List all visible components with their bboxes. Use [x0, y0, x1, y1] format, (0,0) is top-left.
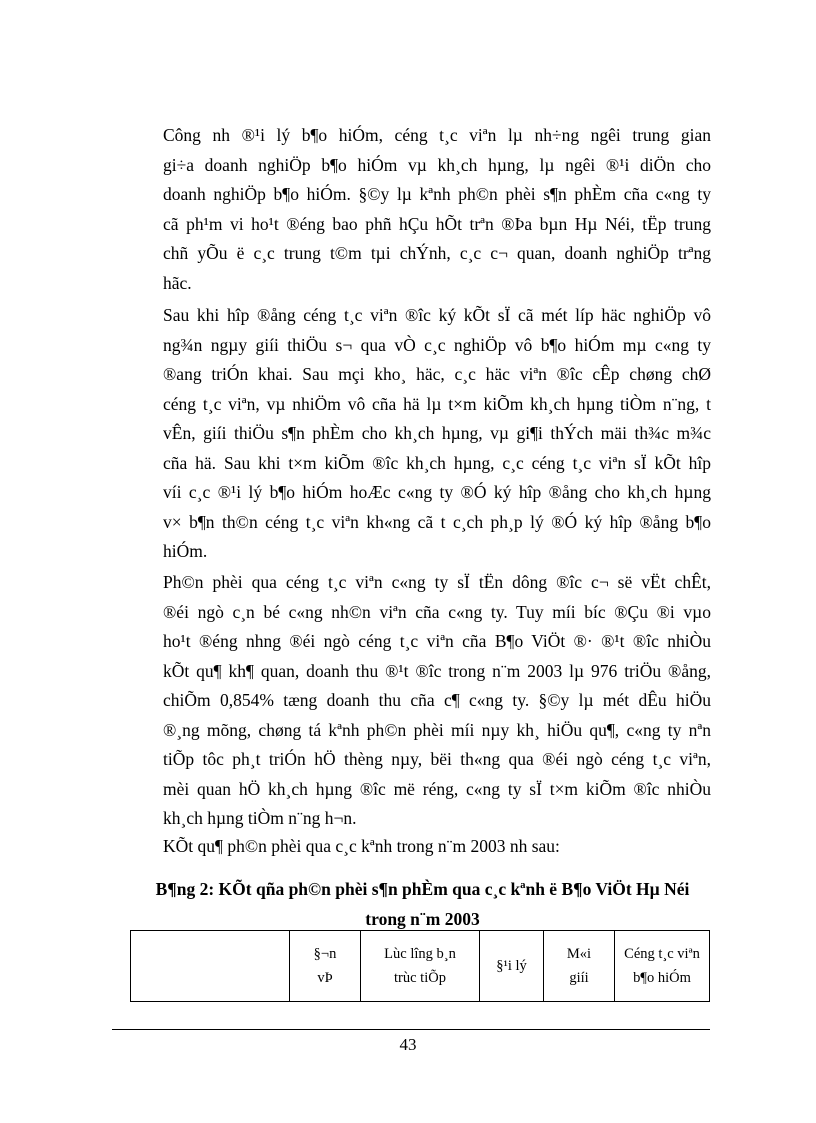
- text-line: hãc.: [163, 272, 192, 293]
- table-title-line: B¶ng 2: KÕt qña ph©n phèi s¶n phÈm qua c¸c kªnh ë B¶o ViÖt Hµ Néi: [155, 879, 690, 899]
- table-header-cell: [615, 931, 710, 1002]
- paragraph-collaborators: [163, 301, 711, 567]
- text-line: ng¾n ngµy giíi thiÖu s¬ qua vÒ c¸c nghiÖp vô b¶o hiÓm mµ c«ng ty: [163, 334, 711, 355]
- text-line: KÕt qu¶ ph©n phèi qua c¸c kªnh trong n¨m 2003 nh sau:: [163, 836, 560, 856]
- text-line: víi c¸c ®¹i lý b¶o hiÓm hoÆc c«ng ty ®Ó ký hîp ®ång cho kh¸ch hµng: [163, 482, 711, 502]
- header-line: M«i: [566, 946, 592, 962]
- text-line: doanh nghiÖp b¶o hiÓm. §©y lµ kªnh ph©n phèi s¶n phÈm cña c«ng ty: [163, 184, 711, 204]
- table-header-cell: [544, 931, 615, 1002]
- table-header-cell: [480, 931, 544, 1002]
- footer-divider: [112, 1029, 710, 1030]
- text-line: Ph©n phèi qua céng t¸c viªn c«ng ty sÏ tËn dông ®îc c¬ së vËt chÊt,: [163, 572, 711, 592]
- text-line: ®ang triÓn khai. Sau mçi kho¸ häc, c¸c häc viªn ®îc cÊp chøng chØ: [163, 364, 711, 384]
- text-line: Sau khi hîp ®ång céng t¸c viªn ®îc ký kÕt sÏ cã mét líp häc nghiÖp vô: [163, 305, 711, 325]
- text-line: hiÓm.: [163, 541, 208, 561]
- header-line: Céng t¸c viªn: [624, 946, 700, 962]
- page-number: 43: [399, 1035, 417, 1054]
- table-header-cell: [290, 931, 361, 1002]
- header-line: §¬n: [313, 946, 337, 962]
- table-header-cell: [131, 931, 290, 1002]
- text-line: mèi quan hÖ kh¸ch hµng ®îc më réng, c«ng ty sÏ t×m kiÕm ®îc nhiÒu: [163, 778, 711, 799]
- text-line: vÊn, giíi thiÖu s¶n phÈm cho kh¸ch hµng, vµ gi¶i thÝch mäi th¾c m¾c: [163, 423, 711, 443]
- text-line: cã ph¹m vi ho¹t ®éng bao phñ hÇu hÕt trªn ®Þa bµn Hµ Néi, tËp trung: [163, 213, 711, 234]
- text-line: ®éi ngò c¸n bé c«ng nh©n viªn cña c«ng ty. Tuy míi bíc ®Çu ®i vµo: [163, 601, 711, 622]
- paragraph-agents: [163, 121, 711, 298]
- header-line: §¹i lý: [496, 958, 527, 974]
- text-line: cña hä. Sau khi t×m kiÕm ®îc kh¸ch hµng, c¸c céng t¸c viªn sÏ kÕt hîp: [163, 452, 711, 473]
- header-line: trùc tiÕp: [394, 970, 446, 986]
- text-line: kÕt qu¶ kh¶ quan, doanh thu ®¹t ®îc trong n¨m 2003 lµ 976 triÖu ®ång,: [163, 660, 711, 681]
- distribution-table: [130, 930, 710, 1002]
- text-line: chñ yÕu ë c¸c trung t©m tµi chÝnh, c¸c c¬ quan, doanh nghiÖp trªng: [163, 243, 711, 263]
- table-title: [130, 874, 715, 934]
- header-line: Lùc lîng b¸n: [384, 946, 456, 962]
- table-title-line: trong n¨m 2003: [365, 909, 480, 929]
- text-line: ho¹t ®éng nhng ®éi ngò céng t¸c viªn cña B¶o ViÖt ®· ®¹t ®îc nhiÒu: [163, 631, 711, 651]
- table-header-cell: [361, 931, 480, 1002]
- paragraph-distribution-results: [163, 568, 711, 834]
- header-line: vÞ: [317, 970, 333, 986]
- table-header-row: [131, 931, 710, 1002]
- header-line: giíi: [569, 970, 589, 986]
- text-line: tiÕp tôc ph¸t triÓn hÖ thèng nµy, bëi th«ng qua ®éi ngò céng t¸c viªn,: [163, 749, 711, 769]
- text-line: Công nh ®¹i lý b¶o hiÓm, céng t¸c viªn lµ nh÷ng ngêi trung gian: [163, 125, 711, 145]
- text-line: ®¸ng mõng, chøng tá kªnh ph©n phèi míi nµy kh¸ hiÖu qu¶, c«ng ty nªn: [163, 719, 711, 740]
- text-line: kh¸ch hµng tiÒm n¨ng h¬n.: [163, 808, 357, 828]
- text-line: chiÕm 0,854% tæng doanh thu cña c¶ c«ng ty. §©y lµ mét dÊu hiÖu: [163, 690, 711, 710]
- text-line: gi÷a doanh nghiÖp b¶o hiÓm vµ kh¸ch hµng, lµ ngêi ®¹i diÖn cho: [163, 154, 711, 175]
- text-line: céng t¸c viªn, vµ nhiÖm vô cña hä lµ t×m kiÕm kh¸ch hµng tiÒm n¨ng, t: [163, 393, 711, 414]
- header-line: b¶o hiÓm: [633, 970, 691, 986]
- text-line: v× b¶n th©n céng t¸c viªn kh«ng cã t c¸ch ph¸p lý ®Ó ký hîp ®ång b¶o: [163, 511, 711, 532]
- paragraph-intro-table: [163, 832, 711, 862]
